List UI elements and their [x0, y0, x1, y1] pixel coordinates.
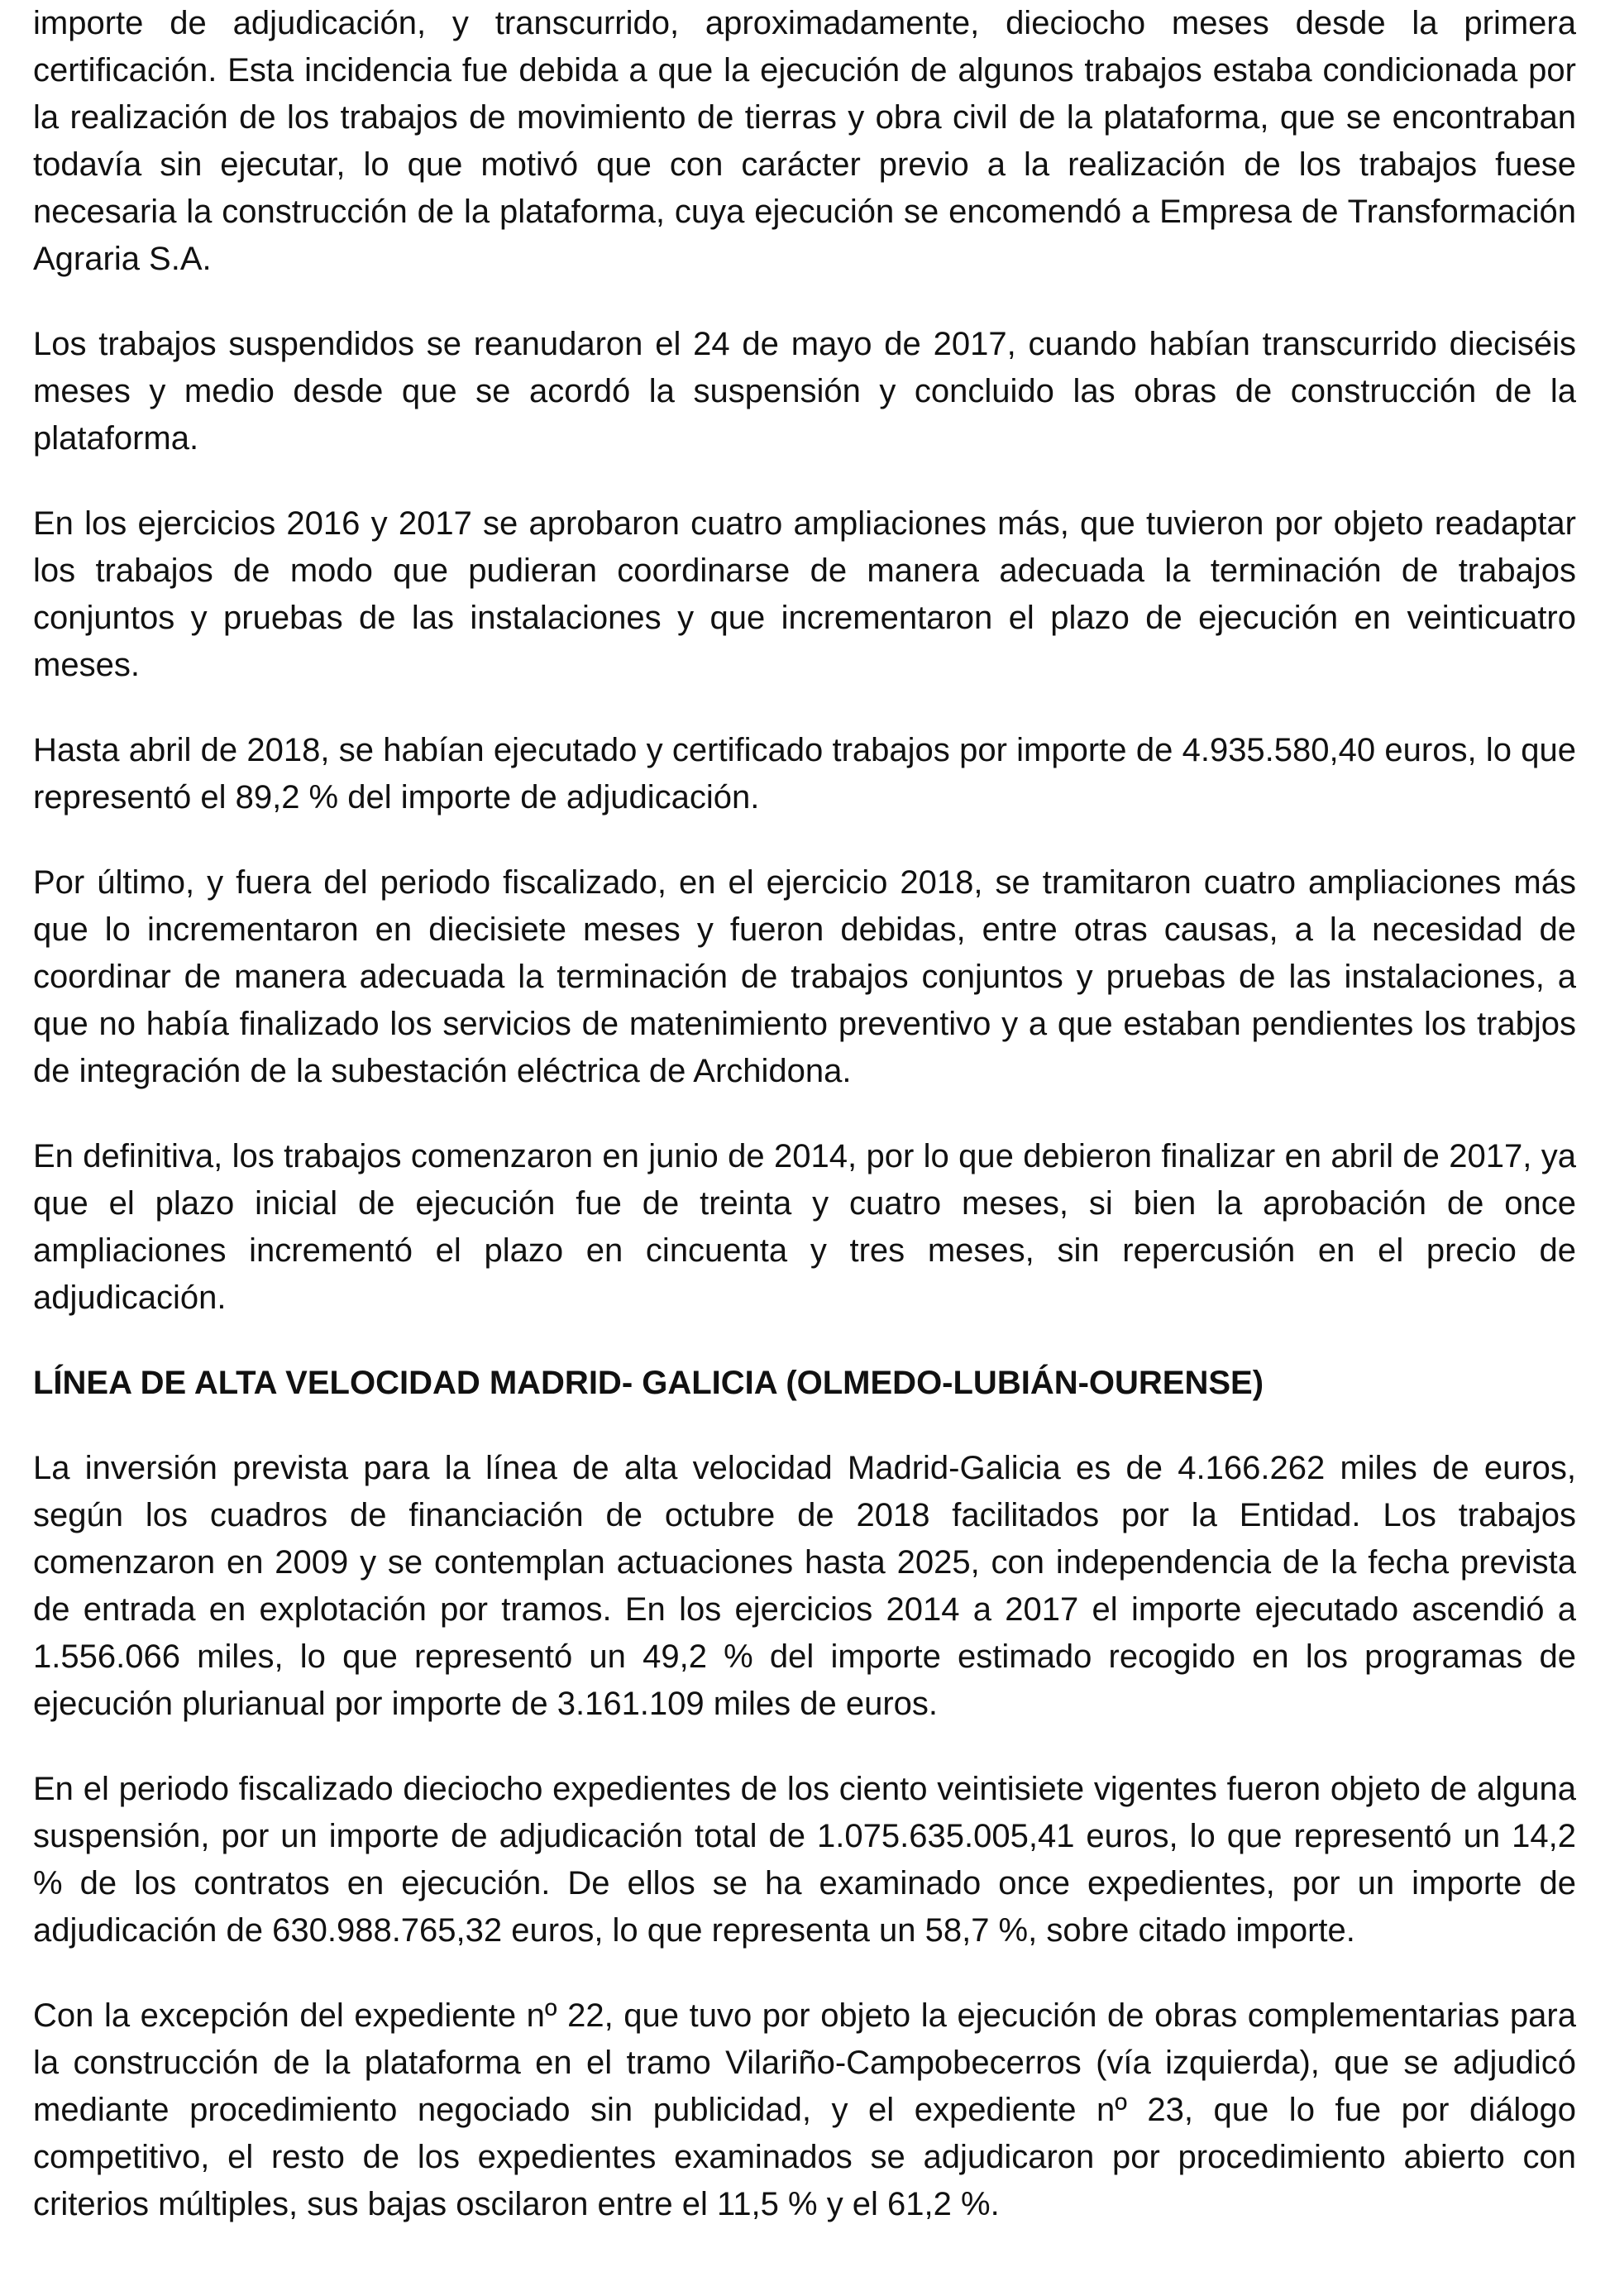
paragraph-extensions-2016-2017: En los ejercicios 2016 y 2017 se aprobaron cuatro ampliaciones más, que tuvieron por objeto readaptar los trabajos de modo que pudieran coordinarse de manera adecuada la terminación de trabajos conjuntos y pruebas de las instalaciones y que incrementaron el plazo de ejecución en veinticuatro meses. [33, 505, 1576, 683]
paragraph-award-procedures: Con la excepción del expediente nº 22, que tuvo por objeto la ejecución de obras complementarias para la construcción de la plataforma en el tramo Vilariño-Campobecerros (vía izquierda), que se adjudicó mediante procedimiento negociado sin publicidad, y el expediente nº 23, que lo fue por diálogo competitivo, el resto de los expedientes examinados se adjudicaron por procedimiento abierto con criterios múltiples, sus bajas oscilaron entre el 11,5 % y el 61,2 %. [33, 1997, 1576, 2222]
paragraph-suspended-contracts: En el periodo fiscalizado dieciocho expedientes de los ciento veintisiete vigentes fueron objeto de alguna suspensión, por un importe de adjudicación total de 1.075.635.005,41 euros, lo que representó un 14,2 % de los contratos en ejecución. De ellos se ha examinado once expedientes, por un importe de adjudicación de 630.988.765,32 euros, lo que representa un 58,7 %, sobre citado importe. [33, 1771, 1576, 1949]
paragraph-extensions-2018: Por último, y fuera del periodo fiscalizado, en el ejercicio 2018, se tramitaron cuatro ampliaciones más que lo incrementaron en diecisiete meses y fueron debidas, entre otras causas, a la necesidad de coordinar de manera adecuada la terminación de trabajos conjuntos y pruebas de las instalaciones, a que no había finalizado los servicios de matenimiento preventivo y a que estaban pendientes los trabjos de integración de la subestación eléctrica de Archidona. [33, 864, 1576, 1089]
paragraph-certified-amount: Hasta abril de 2018, se habían ejecutado y certificado trabajos por importe de 4.935.580,40 euros, lo que representó el 89,2 % del importe de adjudicación. [33, 732, 1576, 816]
paragraph-suspension-cause: importe de adjudicación, y transcurrido, aproximadamente, dieciocho meses desde la primera certificación. Esta incidencia fue debida a que la ejecución de algunos trabajos estaba condicionada por la realización de los trabajos de movimiento de tierras y obra civil de la plataforma, que se encontraban todavía sin ejecutar, lo que motivó que con carácter previo a la realización de los trabajos fuese necesaria la construcción de la plataforma, cuya ejecución se encomendó a Empresa de Transformación Agraria S.A. [33, 5, 1576, 277]
paragraph-investment: La inversión prevista para la línea de alta velocidad Madrid-Galicia es de 4.166.262 miles de euros, según los cuadros de financiación de octubre de 2018 facilitados por la Entidad. Los trabajos comenzaron en 2009 y se contemplan actuaciones hasta 2025, con independencia de la fecha prevista de entrada en explotación por tramos. En los ejercicios 2014 a 2017 el importe ejecutado ascendió a 1.556.066 miles, lo que representó un 49,2 % del importe estimado recogido en los programas de ejecución plurianual por importe de 3.161.109 miles de euros. [33, 1450, 1576, 1722]
document-page [33, 0, 1576, 2266]
paragraph-conclusion: En definitiva, los trabajos comenzaron en junio de 2014, por lo que debieron finalizar en abril de 2017, ya que el plazo inicial de ejecución fue de treinta y cuatro meses, si bien la aprobación de once ampliaciones incrementó el plazo en cincuenta y tres meses, sin repercusión en el precio de adjudicación. [33, 1138, 1576, 1316]
section-heading: LÍNEA DE ALTA VELOCIDAD MADRID- GALICIA (OLMEDO-LUBIÁN-OURENSE) [33, 1365, 1264, 1401]
paragraph-resumption: Los trabajos suspendidos se reanudaron el 24 de mayo de 2017, cuando habían transcurrido dieciséis meses y medio desde que se acordó la suspensión y concluido las obras de construcción de la plataforma. [33, 326, 1576, 457]
